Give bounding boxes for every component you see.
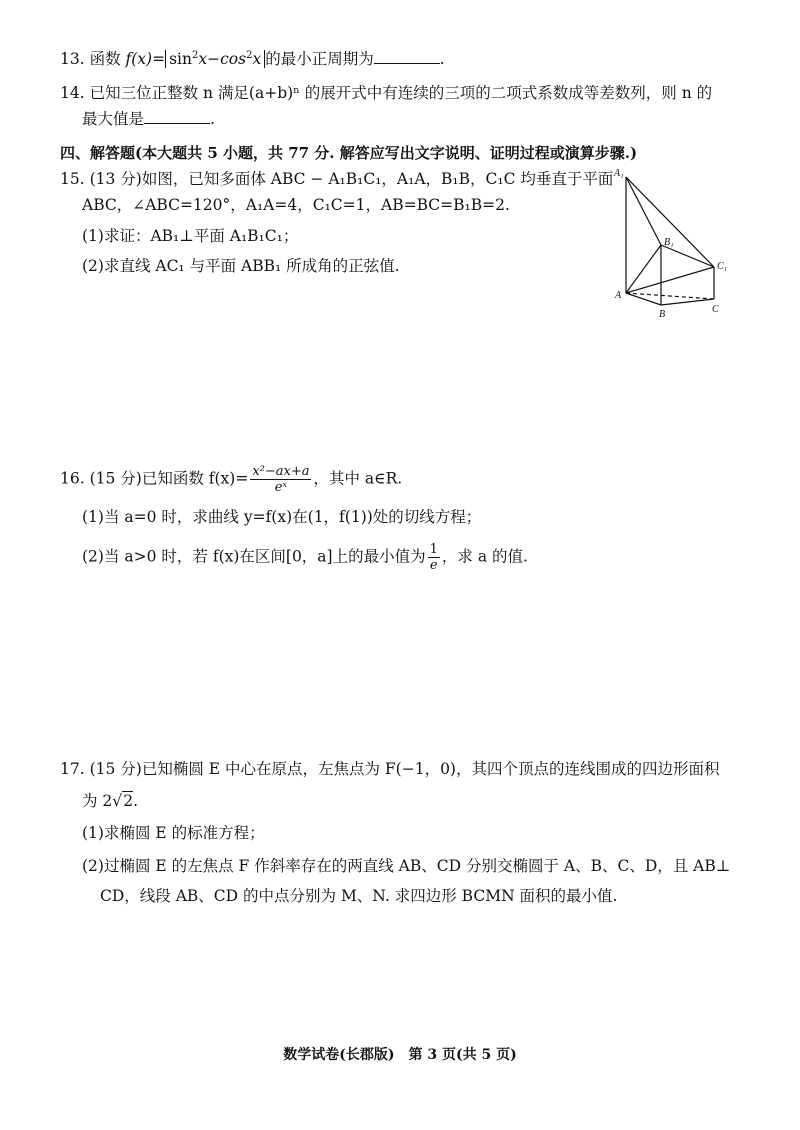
question-15-line1: 15. (13 分)如图，已知多面体 ABC − A₁B₁C₁，A₁A，B₁B，C₁C 均垂直于平面 [60, 170, 614, 188]
fraction-f: $\frac{\text{x²−ax+a}}{\text{eˣ}}$ [252, 464, 310, 495]
question-15-part1: (1)求证：AB₁⊥平面 A₁B₁C₁； [82, 227, 299, 245]
label-B1: B₁ [664, 237, 674, 248]
label-C: C [712, 304, 719, 315]
label-B: B [659, 309, 666, 320]
label-C1: C₁ [717, 261, 728, 272]
label-A1: A₁ [614, 168, 624, 179]
fraction-min: $\frac{1}{e}$ [429, 542, 438, 573]
question-13: 13. 函数 $f(x)= \sin^2x-\cos^2x$ 的最小正周期为 . [60, 49, 445, 68]
question-17-line1: 17. (15 分)已知椭圆 E 中心在原点，左焦点为 F(−1，0)，其四个顶点的连线围成的四边形面积 [60, 760, 720, 778]
page-footer: 数学试卷(长郡版) 第 3 页(共 5 页) [283, 1047, 517, 1063]
question-17-line2: 为 2√2. [82, 792, 138, 810]
polyhedron-figure [606, 165, 736, 320]
question-16-part1: (1)当 a=0 时，求曲线 y=f(x)在(1，f(1))处的切线方程； [82, 508, 482, 526]
question-16: 16. (15 分)已知函数 f(x)= $\frac{\text{x²−ax+a}}{\text{eˣ}}$ ，其中 a∈R. [60, 464, 403, 495]
question-15-line2: ABC，∠ABC=120°，A₁A=4，C₁C=1，AB=BC=B₁B=2. [82, 196, 510, 214]
question-17-part1: (1)求椭圆 E 的标准方程； [82, 824, 265, 842]
section-heading: 四、解答题(本大题共 5 小题，共 77 分. 解答应写出文字说明、证明过程或演算步骤.) [60, 144, 638, 162]
question-14-line2: 最大值是 . [82, 110, 215, 128]
label-A: A [615, 290, 622, 301]
question-14-line1: 14. 已知三位正整数 n 满足(a+b)ⁿ 的展开式中有连续的三项的二项式系数成等差数列，则 n 的 [60, 84, 713, 102]
answer-blank-14[interactable] [144, 109, 210, 124]
abs-expression: $\sin^2x-\cos^2x$ [165, 50, 265, 68]
question-17-part2-line2: CD，线段 AB、CD 的中点分别为 M、N. 求四边形 BCMN 面积的最小值. [100, 887, 618, 905]
question-17-part2-line1: (2)过椭圆 E 的左焦点 F 作斜率存在的两直线 AB、CD 分别交椭圆于 A、B、C、D，且 AB⊥ [82, 857, 731, 875]
question-15-part2: (2)求直线 AC₁ 与平面 ABB₁ 所成角的正弦值. [82, 257, 400, 275]
question-16-part2: (2)当 a>0 时，若 f(x)在区间[0，a]上的最小值为 $\frac{1}{e}$ ，求 a 的值. [82, 542, 528, 573]
answer-blank-13[interactable] [374, 49, 440, 64]
